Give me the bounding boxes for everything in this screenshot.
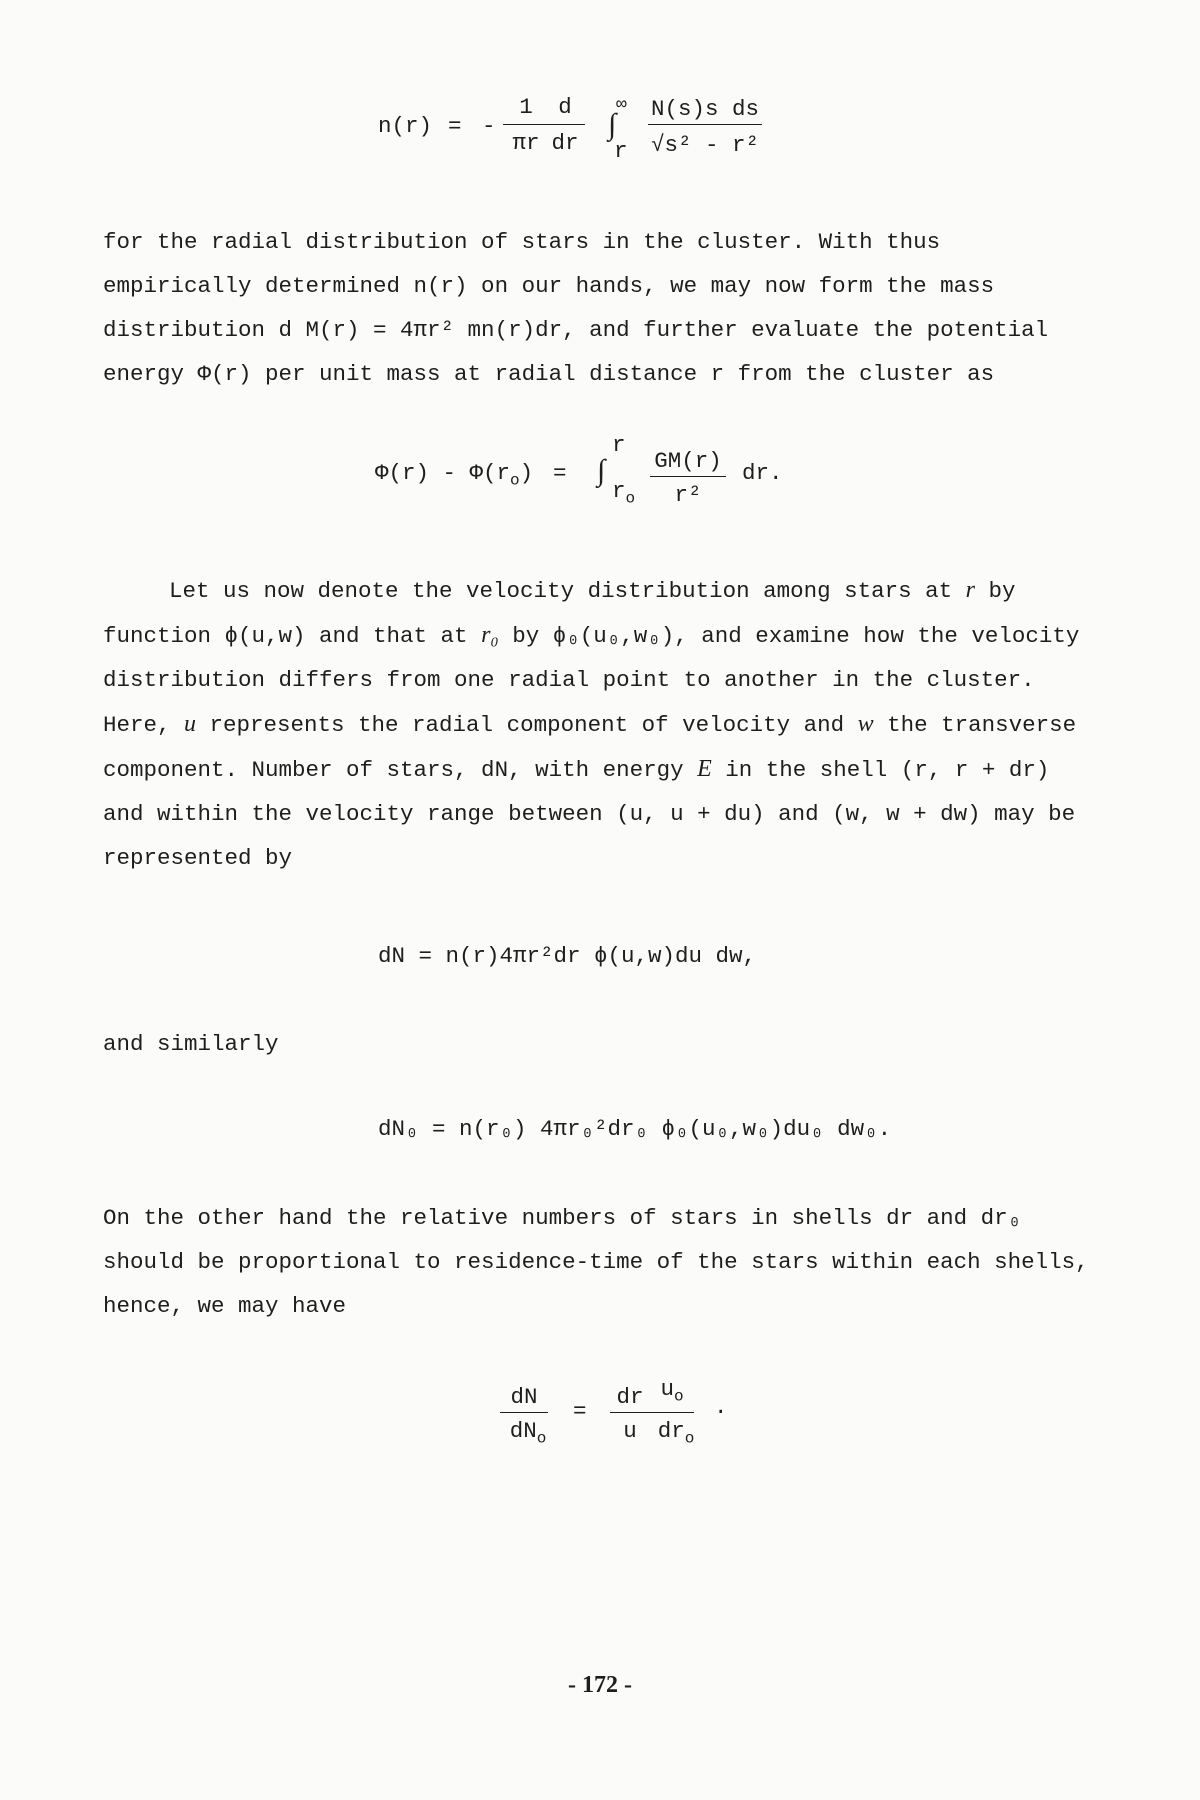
eq1-frac-b-bar: [545, 124, 585, 125]
eq5-right-den: $dr_o$: [657, 1418, 695, 1448]
eq1-integrand-den: √s² - r²: [650, 132, 760, 158]
eq1-integrand-num: N(s)s ds: [650, 96, 760, 122]
eq5-left-num: dN: [510, 1384, 538, 1410]
eq5-tail: .: [714, 1394, 728, 1420]
paragraph-residence-time: On the other hand the relative numbers of stars in shells dr and dr₀ should be proportional to residence-time of the stars within each shells, hence, we may have: [103, 1205, 1089, 1319]
eq1-integrand-bar: [648, 124, 762, 125]
eq1-frac-a-den: πr: [512, 130, 540, 156]
eq1-equals: =: [448, 113, 462, 139]
eq2-integral-upper: r: [612, 432, 626, 458]
eq1-frac-a-bar: [503, 124, 549, 125]
paragraph-velocity-distribution: Let us now denote the velocity distribution among stars at r by function ϕ(u,w) and that at r₀ by ϕ₀(u₀,w₀), and examine how the velocity distribution differs from one radial point to another in the cluster. Here, u represents the radial component of velocity and w the transverse component. Number of stars, dN, with energy E in the shell (r, r + dr) and within the velocity range between (u, u + du) and (w, w + dw) may be represented by: [103, 577, 1080, 871]
eq1-minus: -: [482, 113, 496, 139]
eq1-integral-sign: ∫: [608, 108, 617, 141]
eq2-numerator: GM(r): [654, 448, 722, 474]
eq1-integral-lower: r: [614, 138, 628, 164]
eq5-left-bar: [500, 1412, 548, 1413]
eq1-frac-b-num: d: [558, 94, 572, 120]
eq1-frac-a-num: 1: [519, 94, 533, 120]
eq1-integral-upper: ∞: [616, 95, 627, 115]
eq2-fraction-bar: [650, 476, 726, 477]
eq2-tail: dr.: [742, 460, 783, 486]
paragraph-radial-distribution: for the radial distribution of stars in the cluster. With thus empirically determined n(r) on our hands, we may now form the mass distribution d M(r) = 4πr² mn(r)dr, and further evaluate the potential energy Φ(r) per unit mass at radial distance r from the cluster as: [103, 229, 1049, 387]
eq5-mid-num: dr: [616, 1384, 644, 1410]
eq5-equals: =: [573, 1398, 587, 1424]
eq1-frac-b-den: dr: [551, 130, 579, 156]
eq5-right-num: $u_o$: [660, 1376, 684, 1406]
eq1-lhs: n(r): [378, 113, 433, 139]
paragraph-and-similarly: and similarly: [103, 1031, 279, 1057]
eq2-integral-sign: ∫: [597, 454, 606, 487]
page-number: - 172 -: [568, 1672, 632, 1698]
eq5-left-den: $dN_o$: [509, 1418, 547, 1448]
eq2-integral-lower: $r_o$: [612, 478, 636, 508]
equation-dn: dN = n(r)4πr²dr ϕ(u,w)du dw,: [378, 943, 757, 969]
eq2-denominator: r²: [674, 482, 702, 508]
eq5-right-bar: [610, 1412, 694, 1413]
equation-dn-zero: dN₀ = n(r₀) 4πr₀²dr₀ ϕ₀(u₀,w₀)du₀ dw₀.: [378, 1116, 892, 1142]
eq2-lhs: $\Phi(r) - \Phi(r_o)$: [375, 460, 534, 490]
eq2-equals: =: [553, 460, 567, 486]
eq5-mid-den: u: [623, 1418, 637, 1444]
